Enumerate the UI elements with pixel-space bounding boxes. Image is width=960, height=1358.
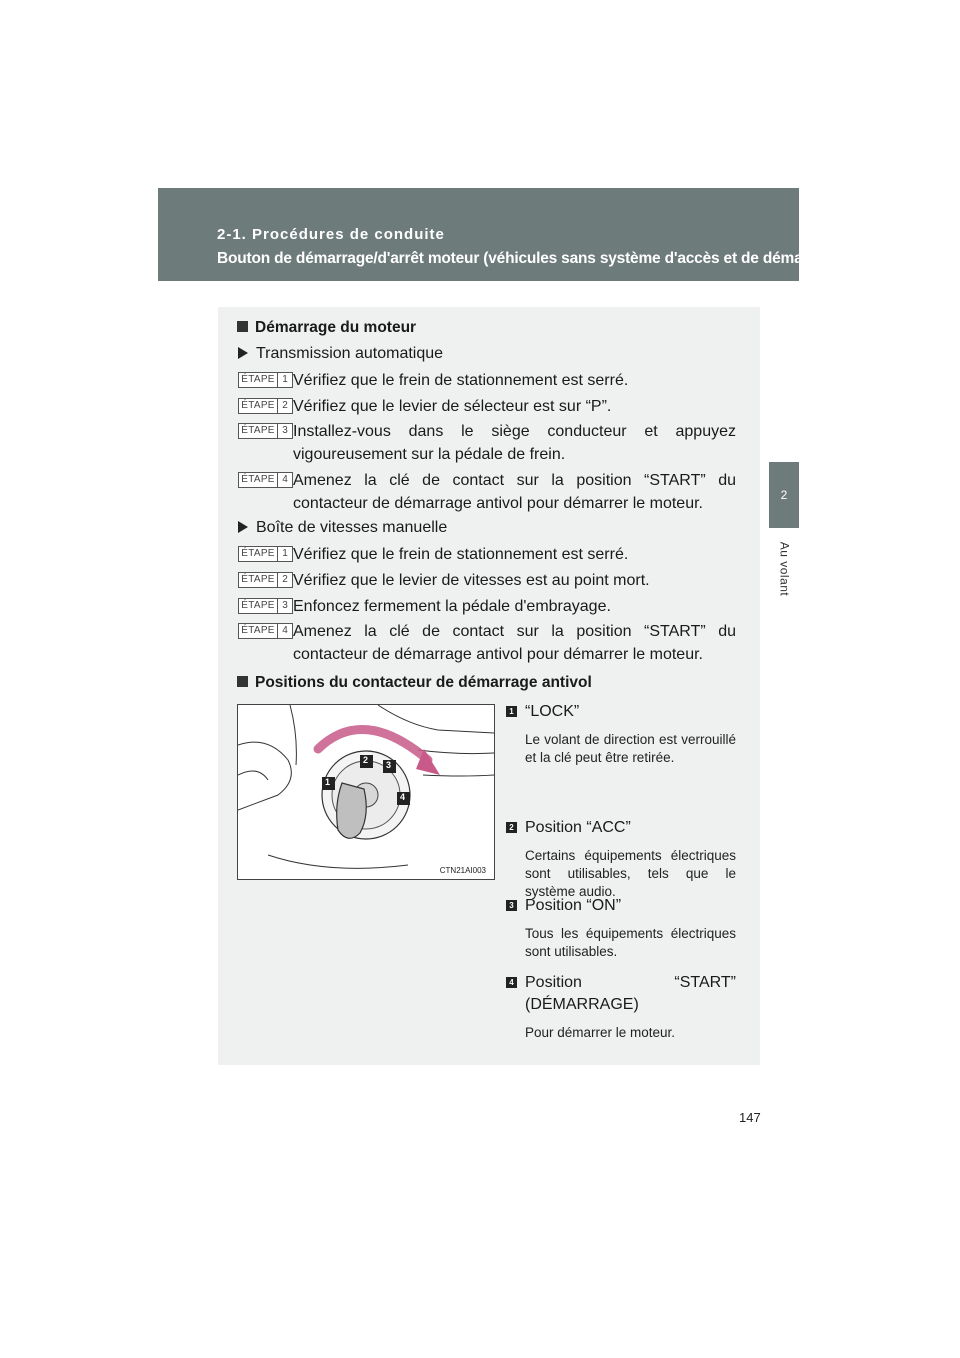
page-number: 147 <box>739 1110 761 1125</box>
position-marker: 4 <box>506 977 517 988</box>
position-marker: 3 <box>506 900 517 911</box>
step-text: Vérifiez que le frein de stationnement est serré. <box>293 546 629 563</box>
subheading-automatic: Transmission automatique <box>238 345 443 363</box>
figure-marker-1: 1 <box>325 777 331 787</box>
step-text: Vérifiez que le levier de sélecteur est sur “P”. <box>293 398 612 415</box>
figure-code: CTN21AI003 <box>439 866 486 875</box>
chapter-number: 2 <box>780 488 788 502</box>
page-subtitle: Bouton de démarrage/d'arrêt moteur (véhicules sans système d'accès et de démarrage “mains libres”) <box>217 250 953 267</box>
position-start <box>506 972 736 1042</box>
auto-step-2 <box>238 395 736 418</box>
position-on <box>506 895 736 961</box>
step-text: Installez-vous dans le siège conducteur et appuyez vigoureusement sur la pédale de frein. <box>293 423 736 463</box>
heading-starting: Démarrage du moteur <box>237 319 416 337</box>
step-text: Vérifiez que le frein de stationnement est serré. <box>293 372 629 389</box>
manual-step-2 <box>238 569 736 592</box>
step-badge: ÉTAPE 1 <box>238 546 293 562</box>
position-desc: Le volant de direction est verrouillé et la clé peut être retirée. <box>525 732 736 765</box>
step-badge: ÉTAPE 3 <box>238 598 293 614</box>
square-bullet-icon <box>237 321 248 332</box>
position-desc: Certains équipements électriques sont utilisables, tels que le système audio. <box>525 848 736 899</box>
position-lock <box>506 701 736 767</box>
chapter-side-label <box>768 534 800 604</box>
position-title: “LOCK” <box>525 703 580 720</box>
triangle-bullet-icon <box>238 347 248 359</box>
position-desc: Pour démarrer le moteur. <box>525 1025 676 1040</box>
position-title: Position “ACC” <box>525 819 631 836</box>
chapter-header <box>158 188 953 281</box>
position-desc: Tous les équipements électriques sont utilisables. <box>525 926 736 959</box>
triangle-bullet-icon <box>238 521 248 533</box>
position-marker: 2 <box>506 822 517 833</box>
square-bullet-icon <box>237 676 248 687</box>
auto-step-1 <box>238 369 736 392</box>
figure-marker-2: 2 <box>363 755 369 765</box>
step-text: Amenez la clé de contact sur la position “START” du contacteur de démarrage antivol pour démarrer le moteur. <box>293 623 736 663</box>
position-title: Position “START” (DÉMARRAGE) <box>525 974 736 1013</box>
position-title: Position “ON” <box>525 897 622 914</box>
step-badge: ÉTAPE 4 <box>238 472 293 488</box>
step-badge: ÉTAPE 4 <box>238 623 293 639</box>
step-badge: ÉTAPE 2 <box>238 572 293 588</box>
step-text: Enfoncez fermement la pédale d'embrayage. <box>293 598 611 615</box>
step-badge: ÉTAPE 1 <box>238 372 293 388</box>
chapter-tab <box>769 462 799 528</box>
manual-step-3 <box>238 595 736 618</box>
step-badge: ÉTAPE 3 <box>238 423 293 439</box>
ignition-switch-illustration <box>237 704 495 880</box>
step-text: Vérifiez que le levier de vitesses est au point mort. <box>293 572 650 589</box>
position-acc <box>506 817 736 901</box>
chapter-label: Au volant <box>777 541 792 597</box>
position-marker: 1 <box>506 706 517 717</box>
manual-step-4 <box>238 620 736 666</box>
manual-step-1 <box>238 543 736 566</box>
subheading-manual: Boîte de vitesses manuelle <box>238 519 447 537</box>
figure-marker-3: 3 <box>386 760 392 770</box>
step-text: Amenez la clé de contact sur la position “START” du contacteur de démarrage antivol pour démarrer le moteur. <box>293 472 736 512</box>
step-badge: ÉTAPE 2 <box>238 398 293 414</box>
heading-positions: Positions du contacteur de démarrage antivol <box>237 674 592 692</box>
auto-step-4 <box>238 469 736 515</box>
auto-step-3 <box>238 420 736 466</box>
ignition-switch-drawing <box>238 705 494 879</box>
figure-marker-4: 4 <box>400 792 406 802</box>
section-title: 2-1. Procédures de conduite <box>217 226 445 243</box>
